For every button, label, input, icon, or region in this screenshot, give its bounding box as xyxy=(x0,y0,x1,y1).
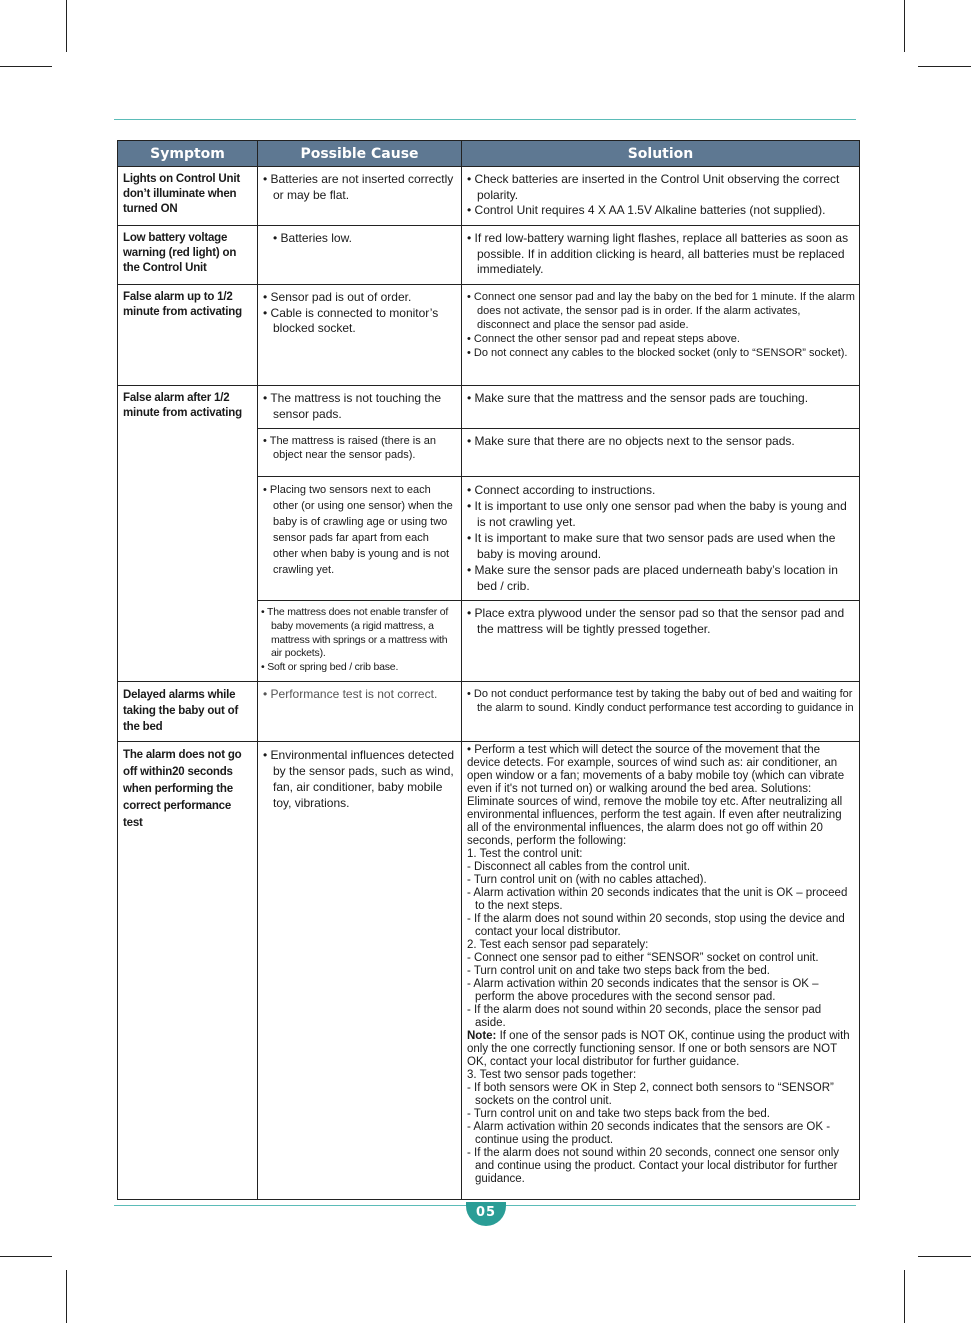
table-row xyxy=(118,226,860,285)
symptom-cell: False alarm after 1/2 minute from activating xyxy=(118,386,258,682)
solution-line: - Alarm activation within 20 seconds indicates that the sensors are OK - continue using the product. xyxy=(467,1120,831,1146)
cause-cell xyxy=(258,386,462,429)
symptom-cell: Lights on Control Unit don’t illuminate when turned ON xyxy=(118,167,258,226)
cause-item: • Soft or spring bed / crib base. xyxy=(261,661,459,675)
cause-cell xyxy=(258,285,462,386)
solution-item: • Control Unit requires 4 X AA 1.5V Alkaline batteries (not supplied). xyxy=(467,203,855,219)
cause-item: • Cable is connected to monitor’s blocked socket. xyxy=(263,306,457,337)
crop-mark xyxy=(918,66,971,67)
solution-line: 1. Test the control unit: xyxy=(467,847,583,860)
solution-item: • Connect one sensor pad and lay the baby on the bed for 1 minute. If the alarm does not activate, the sensor pad is in order. If the alarm activates, disconnect and place the sensor pad aside. xyxy=(467,290,855,332)
cause-cell xyxy=(258,167,462,226)
solution-item: • Make sure that there are no objects next to the sensor pads. xyxy=(467,434,855,450)
solution-line: 2. Test each sensor pad separately: xyxy=(467,938,649,951)
solution-item: • It is important to use only one sensor pad when the baby is young and is not crawling yet. xyxy=(467,498,855,530)
cause-item: • The mattress does not enable transfer of baby movements (a rigid mattress, a mattress with springs or a mattress with air pockets). xyxy=(261,606,459,661)
solution-cell xyxy=(462,429,860,477)
solution-line: 3. Test two sensor pads together: xyxy=(467,1068,637,1081)
solution-cell xyxy=(462,167,860,226)
solution-item: • Make sure the sensor pads are placed underneath baby’s location in bed / crib. xyxy=(467,562,855,594)
cause-cell xyxy=(258,601,462,682)
cause-item: • Batteries are not inserted correctly or may be flat. xyxy=(263,172,457,203)
solution-cell xyxy=(462,741,860,1199)
crop-mark xyxy=(904,0,905,52)
note-text: If one of the sensor pads is NOT OK, continue using the product with only the one correctly functioning sensor. If one or both sensors are NOT OK, contact your local distributor for further guidance. xyxy=(467,1029,850,1068)
solution-line: - Disconnect all cables from the control unit. xyxy=(467,860,691,873)
troubleshooting-table xyxy=(117,140,860,1200)
page-number: 05 xyxy=(466,1202,506,1226)
cause-item: • Batteries low. xyxy=(263,231,457,247)
solution-line: - If the alarm does not sound within 20 seconds, stop using the device and contact your local distributor. xyxy=(467,912,845,938)
symptom-cell: False alarm up to 1/2 minute from activating xyxy=(118,285,258,386)
solution-line: • Perform a test which will detect the source of the movement that the device detects. For example, sources of wind such as: air conditioner, an open window or a fan; movements of a baby mobile toy (which can vibrate even if it's not turned on) or walking around the bed area. Solutions: Eliminate sources of wind, remove the mobile toy etc. After neutralizing all environmental influences, perform the test again. If even after neutralizing all of the environmental influences, the alarm does not go off within 20 seconds, perform the following: xyxy=(467,743,845,847)
solution-line: - Alarm activation within 20 seconds indicates that the sensor is OK – perform the above procedures with the second sensor pad. xyxy=(467,977,819,1003)
solution-item: • It is important to make sure that two sensor pads are used when the baby is moving around. xyxy=(467,530,855,562)
cause-cell xyxy=(258,681,462,741)
solution-item: • Do not conduct performance test by taking the baby out of bed and waiting for the alarm to sound. Kindly conduct performance test according to guidance in xyxy=(467,687,855,715)
solution-item: • Connect according to instructions. xyxy=(467,482,855,498)
table-row xyxy=(118,386,860,429)
crop-mark xyxy=(918,1256,971,1257)
solution-cell xyxy=(462,477,860,601)
symptom-cell: Low battery voltage warning (red light) on the Control Unit xyxy=(118,226,258,285)
solution-line: - Turn control unit on and take two steps back from the bed. xyxy=(467,964,770,977)
solution-item: • Do not connect any cables to the blocked socket (only to “SENSOR” socket). xyxy=(467,346,855,360)
solution-cell xyxy=(462,386,860,429)
solution-line: - Alarm activation within 20 seconds indicates that the unit is OK – proceed to the next steps. xyxy=(467,886,848,912)
solution-cell xyxy=(462,226,860,285)
crop-mark xyxy=(66,0,67,52)
crop-mark xyxy=(0,1256,52,1257)
cause-item: • The mattress is not touching the sensor pads. xyxy=(263,391,457,422)
note xyxy=(467,1030,855,1069)
table-row xyxy=(118,285,860,386)
cause-item: • Placing two sensors next to each other (or using one sensor) when the baby is of crawling age or using two sensor pads far apart from each other when baby is young and is not crawling yet. xyxy=(263,482,457,578)
note-label: Note: xyxy=(467,1029,497,1042)
cause-cell xyxy=(258,477,462,601)
solution-item: • If red low-battery warning light flashes, replace all batteries as soon as possible. If in addition clicking is heard, all batteries must be replaced immediately. xyxy=(467,231,855,278)
cause-cell xyxy=(258,741,462,1199)
table-row xyxy=(118,167,860,226)
cause-cell xyxy=(258,226,462,285)
solution-line: - Turn control unit on and take two steps back from the bed. xyxy=(467,1107,770,1120)
symptom-cell: The alarm does not go off within20 seconds when performing the correct performance test xyxy=(118,741,258,1199)
header-rule xyxy=(114,119,856,120)
solution-cell xyxy=(462,681,860,741)
solution-item: • Make sure that the mattress and the sensor pads are touching. xyxy=(467,391,855,407)
table-row xyxy=(118,681,860,741)
cause-cell xyxy=(258,429,462,477)
solution-cell xyxy=(462,601,860,682)
solution-line: - Turn control unit on (with no cables attached). xyxy=(467,873,707,886)
symptom-cell: Delayed alarms while taking the baby out of the bed xyxy=(118,681,258,741)
solution-steps xyxy=(467,1069,855,1186)
solution-header: Solution xyxy=(462,141,860,167)
cause-item: • Sensor pad is out of order. xyxy=(263,290,457,306)
solution-steps xyxy=(467,744,855,1030)
cause-header: Possible Cause xyxy=(258,141,462,167)
symptom-header: Symptom xyxy=(118,141,258,167)
crop-mark xyxy=(904,1270,905,1323)
table-row xyxy=(118,741,860,1199)
crop-mark xyxy=(66,1270,67,1323)
solution-item: • Check batteries are inserted in the Control Unit observing the correct polarity. xyxy=(467,172,855,203)
cause-item: • The mattress is raised (there is an object near the sensor pads). xyxy=(263,434,457,462)
solution-line: - If both sensors were OK in Step 2, connect both sensors to “SENSOR” sockets on the control unit. xyxy=(467,1081,834,1107)
solution-line: - Connect one sensor pad to either “SENSOR” socket on control unit. xyxy=(467,951,819,964)
cause-item: • Environmental influences detected by the sensor pads, such as wind, fan, air conditioner, baby mobile toy, vibrations. xyxy=(263,747,457,811)
solution-item: • Connect the other sensor pad and repeat steps above. xyxy=(467,332,855,346)
crop-mark xyxy=(0,66,52,67)
cause-item: • Performance test is not correct. xyxy=(263,687,457,703)
solution-line: - If the alarm does not sound within 20 seconds, connect one sensor only and continue using the product. Contact your local distributor for further guidance. xyxy=(467,1146,840,1185)
header-row xyxy=(118,141,860,167)
solution-cell xyxy=(462,285,860,386)
solution-item: • Place extra plywood under the sensor pad so that the sensor pad and the mattress will be tightly pressed together. xyxy=(467,606,855,637)
solution-line: - If the alarm does not sound within 20 seconds, place the sensor pad aside. xyxy=(467,1003,822,1029)
